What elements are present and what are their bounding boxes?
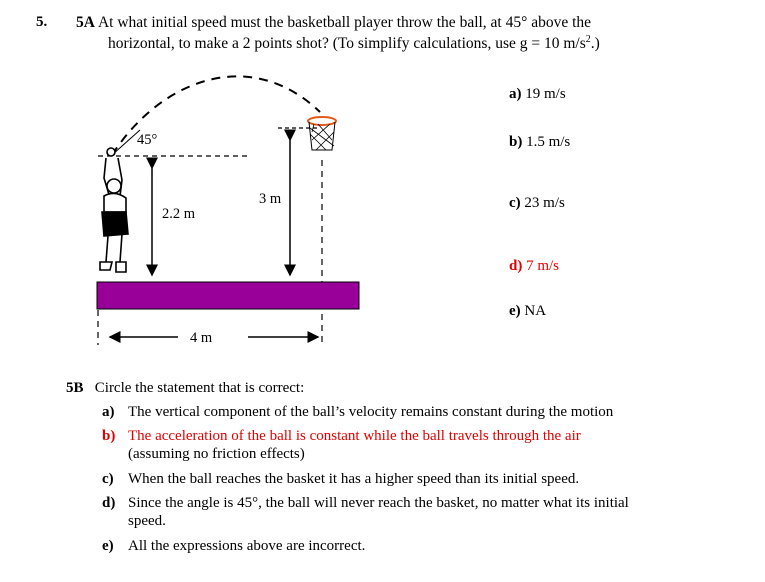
distance-label: 4 m [190, 330, 213, 346]
statement-a[interactable]: a) The vertical component of the ball’s velocity remains constant during the motion [102, 404, 614, 420]
statement-c[interactable]: c) When the ball reaches the basket it has a higher speed than its initial speed. [102, 471, 580, 487]
statement-d[interactable]: d) Since the angle is 45°, the ball will never reach the basket, no matter what its initial [102, 495, 629, 511]
question-number: 5. [36, 14, 48, 30]
player-height-label: 2.2 m [162, 206, 196, 222]
option-b[interactable]: b) 1.5 m/s [509, 134, 571, 150]
question-text-1: At what initial speed must the basketball player throw the ball, at 45° above the [97, 14, 592, 31]
statement-d-line-2: speed. [128, 513, 166, 529]
question-text-2: horizontal, to make a 2 points shot? (To simplify calculations, use g = 10 m/s [108, 35, 586, 53]
option-c[interactable]: c) 23 m/s [509, 195, 565, 211]
option-a[interactable]: a) 19 m/s [509, 86, 566, 102]
section-5b-heading: 5B Circle the statement that is correct: [66, 380, 305, 396]
exponent: 2 [585, 34, 591, 45]
angle-label: 45° [137, 132, 158, 148]
floor [97, 282, 359, 309]
option-d[interactable]: d) 7 m/s [509, 258, 560, 274]
statement-b-line-2: (assuming no friction effects) [128, 446, 305, 462]
basketball-player-icon [100, 148, 128, 272]
question-text-2-end: .) [590, 35, 600, 53]
basket-icon [308, 117, 336, 150]
option-e[interactable]: e) NA [509, 303, 547, 319]
question-id: 5A [76, 14, 95, 31]
angle-ray [112, 130, 140, 155]
statement-e[interactable]: e) All the expressions above are incorrect. [102, 538, 366, 554]
basket-height-label: 3 m [259, 191, 282, 207]
statement-b[interactable]: b) The acceleration of the ball is constant while the ball travels through the air [102, 428, 581, 444]
